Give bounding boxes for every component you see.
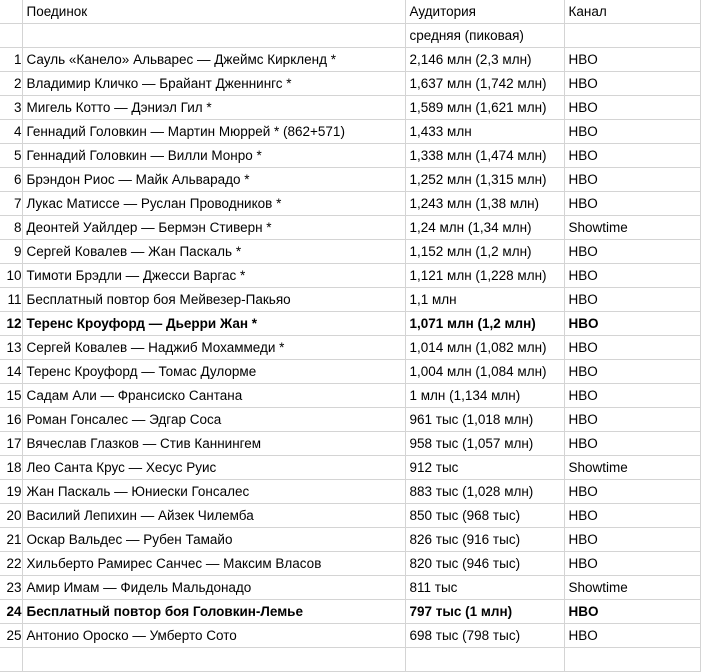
header-channel: Канал bbox=[564, 0, 700, 24]
channel-cell[interactable]: HBO bbox=[564, 336, 700, 360]
audience-cell[interactable]: 2,146 млн (2,3 млн) bbox=[405, 48, 564, 72]
table-row[interactable] bbox=[0, 528, 700, 552]
fight-cell[interactable]: Садам Али — Франсиско Сантана bbox=[22, 384, 405, 408]
audience-cell[interactable]: 826 тыс (916 тыс) bbox=[405, 528, 564, 552]
channel-cell[interactable]: HBO bbox=[564, 72, 700, 96]
audience-cell[interactable]: 1,121 млн (1,228 млн) bbox=[405, 264, 564, 288]
channel-cell[interactable]: HBO bbox=[564, 600, 700, 624]
row-number-cell[interactable]: 15 bbox=[0, 384, 22, 408]
subheader-row-number bbox=[0, 24, 22, 48]
audience-cell[interactable]: 1,152 млн (1,2 млн) bbox=[405, 240, 564, 264]
row-number-cell[interactable]: 24 bbox=[0, 600, 22, 624]
channel-cell[interactable]: HBO bbox=[564, 432, 700, 456]
table-row[interactable] bbox=[0, 408, 700, 432]
row-number-cell[interactable]: 5 bbox=[0, 144, 22, 168]
channel-cell[interactable]: HBO bbox=[564, 168, 700, 192]
fight-cell[interactable]: Теренс Кроуфорд — Дьерри Жан * bbox=[22, 312, 405, 336]
audience-cell[interactable]: 1,589 млн (1,621 млн) bbox=[405, 96, 564, 120]
table-row[interactable] bbox=[0, 480, 700, 504]
channel-cell[interactable]: HBO bbox=[564, 288, 700, 312]
fight-cell[interactable] bbox=[22, 648, 405, 672]
subheader-channel bbox=[564, 24, 700, 48]
header-row-number bbox=[0, 0, 22, 24]
fight-cell[interactable]: Бесплатный повтор боя Головкин-Лемье bbox=[22, 600, 405, 624]
row-number-cell[interactable]: 18 bbox=[0, 456, 22, 480]
row-number-cell[interactable]: 6 bbox=[0, 168, 22, 192]
channel-cell[interactable]: Showtime bbox=[564, 216, 700, 240]
audience-cell[interactable]: 1,1 млн bbox=[405, 288, 564, 312]
row-number-cell[interactable] bbox=[0, 648, 22, 672]
table-row[interactable] bbox=[0, 552, 700, 576]
table-rows-container bbox=[0, 48, 700, 672]
channel-cell[interactable]: HBO bbox=[564, 144, 700, 168]
audience-cell[interactable]: 811 тыс bbox=[405, 576, 564, 600]
row-number-cell[interactable]: 16 bbox=[0, 408, 22, 432]
fight-cell[interactable]: Геннадий Головкин — Вилли Монро * bbox=[22, 144, 405, 168]
table-row[interactable] bbox=[0, 216, 700, 240]
header-audience: Аудитория bbox=[405, 0, 564, 24]
table-row[interactable] bbox=[0, 600, 700, 624]
audience-cell[interactable]: 850 тыс (968 тыс) bbox=[405, 504, 564, 528]
channel-cell[interactable]: HBO bbox=[564, 360, 700, 384]
channel-cell[interactable]: HBO bbox=[564, 240, 700, 264]
fight-cell[interactable]: Роман Гонсалес — Эдгар Соса bbox=[22, 408, 405, 432]
row-number-cell[interactable]: 1 bbox=[0, 48, 22, 72]
audience-cell[interactable]: 1,071 млн (1,2 млн) bbox=[405, 312, 564, 336]
row-number-cell[interactable]: 7 bbox=[0, 192, 22, 216]
channel-cell[interactable]: HBO bbox=[564, 192, 700, 216]
table-row[interactable] bbox=[0, 168, 700, 192]
channel-cell[interactable]: HBO bbox=[564, 96, 700, 120]
channel-cell[interactable]: HBO bbox=[564, 48, 700, 72]
fight-cell[interactable]: Хильберто Рамирес Санчес — Максим Власов bbox=[22, 552, 405, 576]
audience-cell[interactable]: 1,004 млн (1,084 млн) bbox=[405, 360, 564, 384]
table-row[interactable] bbox=[0, 288, 700, 312]
channel-cell[interactable]: HBO bbox=[564, 408, 700, 432]
table-row[interactable] bbox=[0, 144, 700, 168]
channel-cell[interactable] bbox=[564, 648, 700, 672]
table-row[interactable] bbox=[0, 336, 700, 360]
fight-cell[interactable]: Амир Имам — Фидель Мальдонадо bbox=[22, 576, 405, 600]
audience-cell[interactable] bbox=[405, 648, 564, 672]
fight-cell[interactable]: Вячеслав Глазков — Стив Каннингем bbox=[22, 432, 405, 456]
table-row[interactable] bbox=[0, 456, 700, 480]
header-fight: Поединок bbox=[22, 0, 405, 24]
table-row[interactable] bbox=[0, 576, 700, 600]
subheader-audience: средняя (пиковая) bbox=[405, 24, 564, 48]
subheader-fight bbox=[22, 24, 405, 48]
audience-cell[interactable]: 961 тыс (1,018 млн) bbox=[405, 408, 564, 432]
fight-cell[interactable]: Деонтей Уайлдер — Бермэн Стиверн * bbox=[22, 216, 405, 240]
channel-cell[interactable]: HBO bbox=[564, 480, 700, 504]
table-body bbox=[0, 0, 700, 48]
row-number-cell[interactable]: 10 bbox=[0, 264, 22, 288]
row-number-cell[interactable]: 25 bbox=[0, 624, 22, 648]
row-number-cell[interactable]: 21 bbox=[0, 528, 22, 552]
audience-cell[interactable]: 1,637 млн (1,742 млн) bbox=[405, 72, 564, 96]
fight-cell[interactable]: Василий Лепихин — Айзек Чилемба bbox=[22, 504, 405, 528]
row-number-cell[interactable]: 2 bbox=[0, 72, 22, 96]
table-row[interactable] bbox=[0, 504, 700, 528]
channel-cell[interactable]: Showtime bbox=[564, 456, 700, 480]
table-row[interactable] bbox=[0, 72, 700, 96]
channel-cell[interactable]: HBO bbox=[564, 504, 700, 528]
table-header-row-primary bbox=[0, 0, 700, 24]
fight-cell[interactable]: Сергей Ковалев — Наджиб Мохаммеди * bbox=[22, 336, 405, 360]
fight-cell[interactable]: Геннадий Головкин — Мартин Мюррей * (862+571) bbox=[22, 120, 405, 144]
channel-cell[interactable]: HBO bbox=[564, 528, 700, 552]
audience-cell[interactable]: 1,433 млн bbox=[405, 120, 564, 144]
audience-cell[interactable]: 698 тыс (798 тыс) bbox=[405, 624, 564, 648]
fight-cell[interactable]: Жан Паскаль — Юниески Гонсалес bbox=[22, 480, 405, 504]
row-number-cell[interactable]: 20 bbox=[0, 504, 22, 528]
fight-cell[interactable]: Тимоти Брэдли — Джесси Варгас * bbox=[22, 264, 405, 288]
channel-cell[interactable]: Showtime bbox=[564, 576, 700, 600]
row-number-cell[interactable]: 23 bbox=[0, 576, 22, 600]
table-row[interactable] bbox=[0, 624, 700, 648]
fight-cell[interactable]: Бесплатный повтор боя Мейвезер-Пакьяо bbox=[22, 288, 405, 312]
audience-cell[interactable]: 883 тыс (1,028 млн) bbox=[405, 480, 564, 504]
fight-cell[interactable]: Антонио Ороско — Умберто Сото bbox=[22, 624, 405, 648]
fight-cell[interactable]: Теренс Кроуфорд — Томас Дулорме bbox=[22, 360, 405, 384]
row-number-cell[interactable]: 19 bbox=[0, 480, 22, 504]
audience-cell[interactable]: 820 тыс (946 тыс) bbox=[405, 552, 564, 576]
table-row[interactable] bbox=[0, 360, 700, 384]
channel-cell[interactable]: HBO bbox=[564, 264, 700, 288]
row-number-cell[interactable]: 17 bbox=[0, 432, 22, 456]
row-number-cell[interactable]: 4 bbox=[0, 120, 22, 144]
fight-cell[interactable]: Сергей Ковалев — Жан Паскаль * bbox=[22, 240, 405, 264]
fight-cell[interactable]: Лукас Матиссе — Руслан Проводников * bbox=[22, 192, 405, 216]
table-row[interactable] bbox=[0, 384, 700, 408]
audience-cell[interactable]: 1,338 млн (1,474 млн) bbox=[405, 144, 564, 168]
row-number-cell[interactable]: 14 bbox=[0, 360, 22, 384]
fight-cell[interactable]: Брэндон Риос — Майк Альварадо * bbox=[22, 168, 405, 192]
table-row[interactable] bbox=[0, 192, 700, 216]
fight-cell[interactable]: Оскар Вальдес — Рубен Тамайо bbox=[22, 528, 405, 552]
channel-cell[interactable]: HBO bbox=[564, 384, 700, 408]
table-row[interactable] bbox=[0, 48, 700, 72]
row-number-cell[interactable]: 13 bbox=[0, 336, 22, 360]
table-header-row-secondary bbox=[0, 24, 700, 48]
channel-cell[interactable]: HBO bbox=[564, 120, 700, 144]
audience-cell[interactable]: 1,252 млн (1,315 млн) bbox=[405, 168, 564, 192]
fight-cell[interactable]: Лео Санта Крус — Хесус Руис bbox=[22, 456, 405, 480]
table-row[interactable] bbox=[0, 432, 700, 456]
audience-cell[interactable]: 958 тыс (1,057 млн) bbox=[405, 432, 564, 456]
table-row-partial[interactable] bbox=[0, 648, 700, 672]
row-number-cell[interactable]: 12 bbox=[0, 312, 22, 336]
table-row[interactable] bbox=[0, 312, 700, 336]
table-row[interactable] bbox=[0, 264, 700, 288]
audience-cell[interactable]: 1,014 млн (1,082 млн) bbox=[405, 336, 564, 360]
row-number-cell[interactable]: 9 bbox=[0, 240, 22, 264]
row-number-cell[interactable]: 11 bbox=[0, 288, 22, 312]
table-row[interactable] bbox=[0, 120, 700, 144]
channel-cell[interactable]: HBO bbox=[564, 552, 700, 576]
audience-cell[interactable]: 1,243 млн (1,38 млн) bbox=[405, 192, 564, 216]
table-row[interactable] bbox=[0, 96, 700, 120]
table-row[interactable] bbox=[0, 240, 700, 264]
fight-cell[interactable]: Мигель Котто — Дэниэл Гил * bbox=[22, 96, 405, 120]
fight-cell[interactable]: Владимир Кличко — Брайант Дженнингс * bbox=[22, 72, 405, 96]
channel-cell[interactable]: HBO bbox=[564, 624, 700, 648]
audience-cell[interactable]: 797 тыс (1 млн) bbox=[405, 600, 564, 624]
audience-cell[interactable]: 1 млн (1,134 млн) bbox=[405, 384, 564, 408]
fight-cell[interactable]: Сауль «Канело» Альварес — Джеймс Киркленд * bbox=[22, 48, 405, 72]
audience-cell[interactable]: 912 тыс bbox=[405, 456, 564, 480]
row-number-cell[interactable]: 8 bbox=[0, 216, 22, 240]
row-number-cell[interactable]: 22 bbox=[0, 552, 22, 576]
channel-cell[interactable]: HBO bbox=[564, 312, 700, 336]
row-number-cell[interactable]: 3 bbox=[0, 96, 22, 120]
audience-cell[interactable]: 1,24 млн (1,34 млн) bbox=[405, 216, 564, 240]
